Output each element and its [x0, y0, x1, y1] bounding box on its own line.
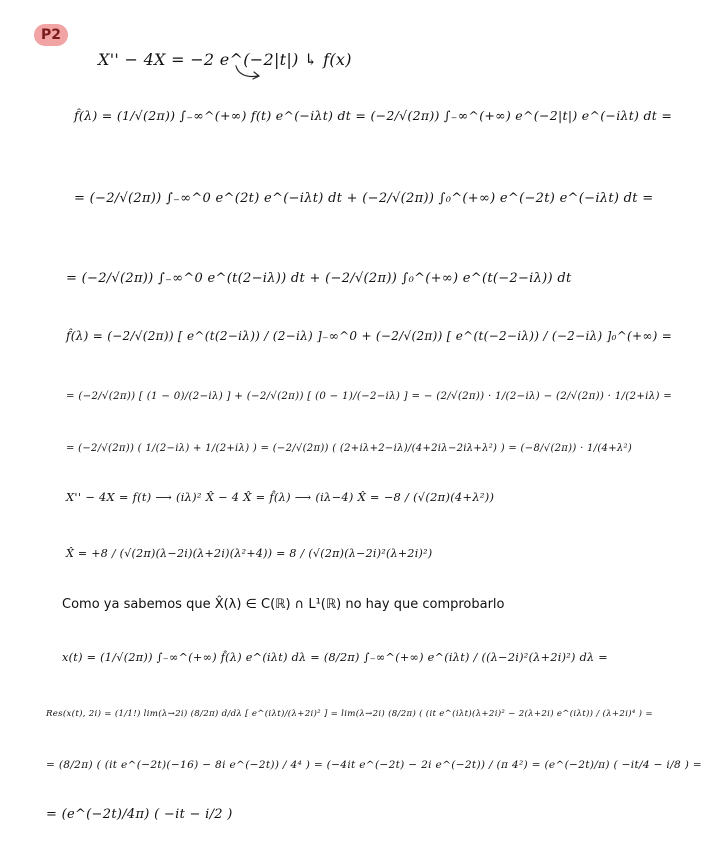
equation-line-5: f̂(λ) = (−2/√(2π)) [ e^(t(2−iλ)) / (2−iλ) ]₋∞^0 + (−2/√(2π)) [ e^(t(−2−iλ)) / (−2−iλ) ]₀^(+∞) =	[66, 329, 673, 343]
equation-line-4: = (−2/√(2π)) ∫₋∞^0 e^(t(2−iλ)) dt + (−2/√(2π)) ∫₀^(+∞) e^(t(−2−iλ)) dt	[66, 271, 572, 286]
problem-label: P2	[34, 24, 68, 46]
equation-line-6: = (−2/√(2π)) [ (1 − 0)/(2−iλ) ] + (−2/√(2π)) [ (0 − 1)/(−2−iλ) ] = − (2/√(2π)) · 1/(2−iλ) − (2/√(2π)) · 1/(2+iλ) =	[66, 391, 673, 402]
equation-line-9: X̂ = +8 / (√(2π)(λ−2i)(λ+2i)(λ²+4)) = 8 / (√(2π)(λ−2i)²(λ+2i)²)	[66, 547, 433, 560]
equation-line-7: = (−2/√(2π)) ( 1/(2−iλ) + 1/(2+iλ) ) = (−2/√(2π)) ( (2+iλ+2−iλ)/(4+2iλ−2iλ+λ²) ) = (−8/√(2π)) · 1/(4+λ²)	[66, 443, 633, 454]
equation-line-1: X'' − 4X = −2 e^(−2|t|) ↳ f(x)	[98, 50, 352, 69]
equation-line-2: f̂(λ) = (1/√(2π)) ∫₋∞^(+∞) f(t) e^(−iλt) dt = (−2/√(2π)) ∫₋∞^(+∞) e^(−2|t|) e^(−iλt) dt =	[74, 108, 673, 123]
equation-line-11: Res(x(t), 2i) = (1/1!) lim(λ→2i) (8/2π) d/dλ [ e^(iλt)/(λ+2i)² ] = lim(λ→2i) (8/2π) ( (it e^(iλt)(λ+2i)² − 2(λ+2i) e^(iλt)) / (λ+2i)⁴ ) =	[46, 709, 653, 719]
comment-line: Como ya sabemos que X̂(λ) ∈ C(ℝ) ∩ L¹(ℝ) no hay que comprobarlo	[62, 597, 505, 612]
equation-line-3: = (−2/√(2π)) ∫₋∞^0 e^(2t) e^(−iλt) dt + (−2/√(2π)) ∫₀^(+∞) e^(−2t) e^(−iλt) dt =	[74, 191, 654, 206]
equation-line-8: X'' − 4X = f(t) ⟶ (iλ)² X̂ − 4 X̂ = f̂(λ) ⟶ (iλ−4) X̂ = −8 / (√(2π)(4+λ²))	[66, 490, 495, 504]
equation-line-13: = (e^(−2t)/4π) ( −it − i/2 )	[46, 807, 233, 822]
equation-line-12: = (8/2π) ( (it e^(−2t)(−16) − 8i e^(−2t)) / 4⁴ ) = (−4it e^(−2t) − 2i e^(−2t)) / (π 4²) = (e^(−2t)/π) ( −it/4 − i/8 ) =	[46, 759, 702, 771]
equation-line-10: x(t) = (1/√(2π)) ∫₋∞^(+∞) f̂(λ) e^(iλt) dλ = (8/2π) ∫₋∞^(+∞) e^(iλt) / ((λ−2i)²(λ+2i)²) dλ =	[62, 651, 608, 664]
